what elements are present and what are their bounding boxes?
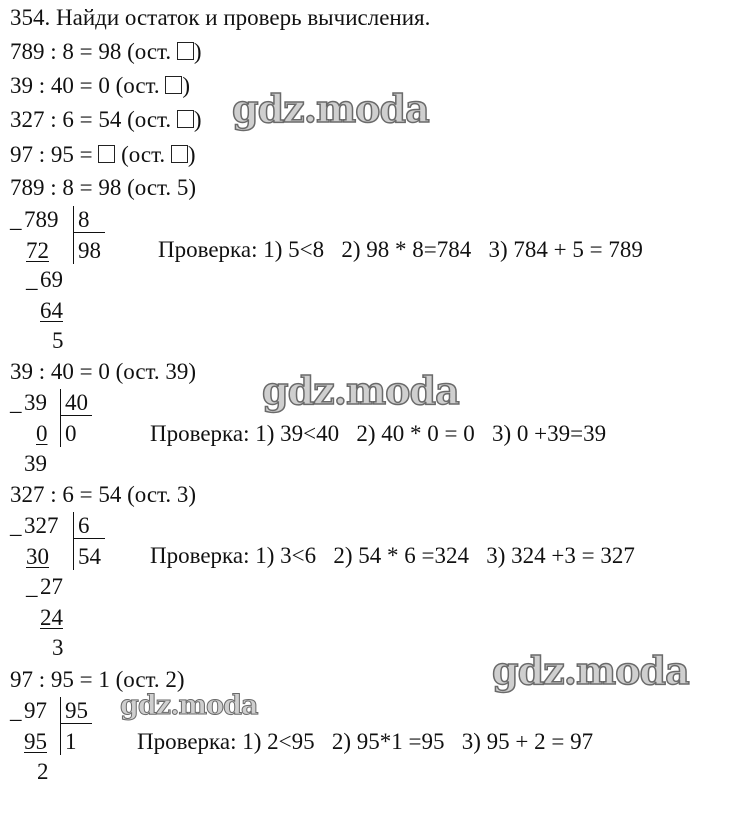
solution-3-minus-2: _ [26,574,38,599]
solution-3-partial: 27 [40,574,63,599]
watermark-logo: gdz.moda [262,368,459,413]
task-1-close: ) [193,39,202,64]
task-2-close: ) [182,73,191,98]
solution-3-minus: _ [10,513,22,538]
solution-4-remainder: 2 [37,759,49,784]
empty-box [177,110,194,128]
watermark-logo: gdz.moda [120,690,258,721]
exercise-title: 354. Найди остаток и проверь вычисления. [10,5,431,30]
solution-4-quotient: 1 [65,729,77,754]
solution-1-subtrahend: 72 [26,238,49,263]
task-line-4 [10,141,196,169]
solution-3-remainder: 3 [52,635,64,660]
solution-4-subtrahend: 95 [24,729,47,754]
solution-1-check: Проверка: 1) 5<8 2) 98 * 8=784 3) 784 + 5 = 789 [158,237,643,262]
solution-2-minus: _ [10,390,22,415]
solution-2-dividend: 39 [24,390,47,415]
task-line-1 [10,38,202,66]
solution-3-quotient: 54 [78,544,101,569]
watermark-logo: gdz.moda [232,86,429,131]
task-line-3 [10,106,202,134]
solution-1-subtrahend-2: 64 [40,298,63,323]
task-4-close: ) [187,142,196,167]
solution-1-equation: 789 : 8 = 98 (ост. 5) [10,175,197,200]
solution-1-minus-2: _ [26,267,38,292]
solution-4-check: Проверка: 1) 2<95 2) 95*1 =95 3) 95 + 2 = 97 [137,729,594,754]
task-4-mid: (ост. [115,142,171,167]
solution-2-subtrahend: 0 [36,421,48,446]
solution-2-quotient: 0 [65,421,77,446]
solution-3-dividend: 327 [24,513,59,538]
solution-3-equation: 327 : 6 = 54 (ост. 3) [10,482,197,507]
solution-2-remainder: 39 [24,451,47,476]
solution-1-partial: 69 [40,267,63,292]
solution-1-minus: _ [10,207,22,232]
solution-3-subtrahend: 30 [26,544,49,569]
solution-4-minus: _ [10,698,22,723]
solution-2-division-bar [60,389,61,447]
task-3-close: ) [193,107,202,132]
task-1-text: 789 : 8 = 98 (ост. [10,39,177,64]
task-3-text: 327 : 6 = 54 (ост. [10,107,177,132]
solution-1-dividend: 789 [24,207,59,232]
solution-1-quotient: 98 [78,238,101,263]
solution-1-division-bar [73,206,74,264]
empty-box [177,42,194,60]
empty-box [165,76,182,94]
solution-3-divisor: 6 [78,513,90,538]
task-line-2 [10,72,190,100]
solution-4-dividend: 97 [24,698,47,723]
task-2-text: 39 : 40 = 0 (ост. [10,73,166,98]
solution-4-equation: 97 : 95 = 1 (ост. 2) [10,667,185,692]
solution-4-division-bar [60,697,61,755]
solution-2-divisor: 40 [65,390,88,415]
solution-3-subtrahend-2: 24 [40,605,63,630]
watermark-logo: gdz.moda [492,648,689,693]
solution-2-equation: 39 : 40 = 0 (ост. 39) [10,359,197,384]
solution-2-check: Проверка: 1) 39<40 2) 40 * 0 = 0 3) 0 +39=39 [150,421,607,446]
solution-1-remainder: 5 [52,328,64,353]
solution-1-divisor: 8 [78,207,90,232]
empty-box [98,145,115,163]
task-4-text: 97 : 95 = [10,142,99,167]
solution-4-divisor: 95 [65,698,88,723]
solution-3-division-bar [73,512,74,570]
empty-box [171,145,188,163]
solution-3-check: Проверка: 1) 3<6 2) 54 * 6 =324 3) 324 +3 = 327 [150,543,635,568]
